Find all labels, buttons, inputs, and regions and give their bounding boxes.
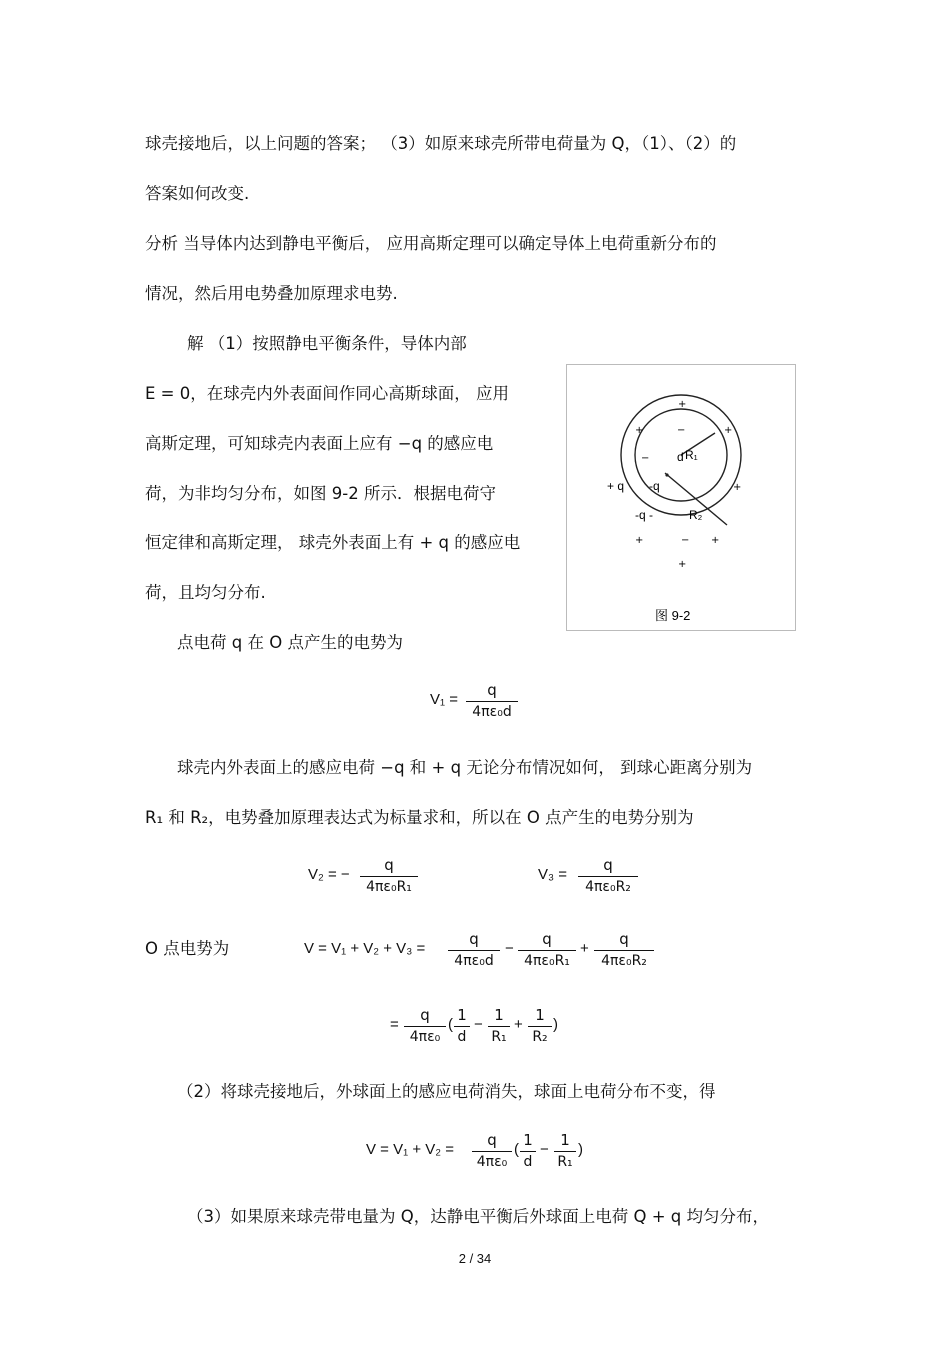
numerator: q <box>603 856 613 874</box>
fraction-bar <box>578 876 638 877</box>
denominator: 4πε₀d <box>454 953 494 969</box>
numerator: q <box>619 930 629 948</box>
denominator: 4πε₀R₂ <box>601 953 647 969</box>
right-paren: ) <box>553 1016 558 1033</box>
label-plus-q: + q <box>607 479 625 493</box>
numerator: 1 <box>535 1006 545 1024</box>
fraction-bar <box>360 876 418 877</box>
charge-sign: + <box>635 425 644 436</box>
numerator: q <box>487 681 497 699</box>
charge-sign: + <box>635 535 644 546</box>
text-line-1: 球壳接地后，以上问题的答案； （3）如原来球壳所带电荷量为 Q，（1）、（2）的 <box>145 134 737 153</box>
page-number: 2 / 34 <box>458 1251 492 1266</box>
spherical-shell-diagram <box>567 365 795 630</box>
eq-v2-lhs: V₂ = − <box>308 866 350 883</box>
eq-simplified-term-1 <box>454 1006 470 1045</box>
eq-v2-fraction <box>360 856 418 895</box>
fraction-bar <box>518 950 576 951</box>
numerator: 1 <box>523 1131 533 1149</box>
eq-v-ground-lhs: V = V₁ + V₂ = <box>366 1141 455 1158</box>
denominator: 4πε₀R₁ <box>524 953 570 969</box>
fraction-bar <box>448 950 500 951</box>
denominator: d <box>523 1154 533 1170</box>
text-line-2: 答案如何改变. <box>145 184 250 203</box>
eq-v1-fraction <box>466 681 518 720</box>
numerator: q <box>469 930 479 948</box>
numerator: q <box>487 1131 497 1149</box>
fraction-bar <box>488 1026 510 1027</box>
charge-sign: − <box>681 535 690 546</box>
right-paren: ) <box>578 1141 583 1158</box>
eq-v-sum-lhs: V = V₁ + V₂ + V₃ = <box>304 940 426 957</box>
denominator: 4πε₀d <box>472 704 512 720</box>
figure-caption: 图 9-2 <box>655 608 691 623</box>
eq-v1-lhs: V₁ = <box>430 691 458 708</box>
text-line-6: E = 0，在球壳内外表面间作同心高斯球面， 应用 <box>145 384 509 403</box>
text-line-8: 荷，为非均匀分布，如图 9-2 所示．根据电荷守 <box>145 484 496 503</box>
numerator: q <box>542 930 552 948</box>
label-r2: R₂ <box>689 508 703 522</box>
text-line-5: 解 （1）按照静电平衡条件，导体内部 <box>187 334 467 353</box>
numerator: 1 <box>457 1006 467 1024</box>
numerator: 1 <box>560 1131 570 1149</box>
denominator: R₁ <box>557 1154 573 1170</box>
minus-sign: − <box>474 1016 483 1033</box>
fraction-bar <box>454 1026 470 1027</box>
left-paren: ( <box>448 1016 453 1033</box>
denominator: d <box>457 1029 467 1045</box>
eq-sum-term-2 <box>518 930 576 969</box>
charge-sign: − <box>641 453 650 464</box>
denominator: 4πε₀ <box>409 1029 441 1045</box>
left-paren: ( <box>514 1141 519 1158</box>
fraction-bar <box>404 1026 446 1027</box>
fraction-bar <box>528 1026 552 1027</box>
denominator: R₂ <box>532 1029 548 1045</box>
eq-simplified-term-2 <box>488 1006 510 1045</box>
denominator: R₁ <box>491 1029 507 1045</box>
fraction-bar <box>472 1151 512 1152</box>
label-minus-q: -q <box>649 479 660 493</box>
label-d: d <box>677 450 684 464</box>
label-r1: R₁ <box>685 448 698 462</box>
figure-9-2 <box>566 364 796 631</box>
text-line-10: 荷，且均匀分布. <box>145 583 266 602</box>
charge-sign: + <box>724 425 733 436</box>
denominator: 4πε₀R₁ <box>366 879 412 895</box>
text-line-4: 情况，然后用电势叠加原理求电势. <box>145 284 398 303</box>
charge-sign: + <box>678 559 687 570</box>
denominator: 4πε₀ <box>476 1154 508 1170</box>
eq-simplified-factor <box>404 1006 446 1045</box>
fraction-bar <box>520 1151 536 1152</box>
point-charge-dot <box>665 473 668 476</box>
text-line-11: 点电荷 q 在 O 点产生的电势为 <box>177 633 403 652</box>
eq-equals: = <box>390 1016 399 1033</box>
charge-sign: − <box>677 425 686 436</box>
eq-simplified-term-3 <box>528 1006 552 1045</box>
text-line-13: R₁ 和 R₂，电势叠加原理表达式为标量求和，所以在 O 点产生的电势分别为 <box>145 808 694 827</box>
plus-sign: + <box>514 1016 523 1033</box>
eq-ground-factor <box>472 1131 512 1170</box>
numerator: q <box>384 856 394 874</box>
eq-sum-term-1 <box>448 930 500 969</box>
charge-sign: + <box>678 399 687 410</box>
text-line-7: 高斯定理，可知球壳内表面上应有 −q 的感应电 <box>145 434 494 453</box>
text-line-9: 恒定律和高斯定理， 球壳外表面上有 + q 的感应电 <box>145 533 521 552</box>
plus-sign: + <box>580 940 589 957</box>
text-line-16: （3）如果原来球壳带电量为 Q，达静电平衡后外球面上电荷 Q + q 均匀分布， <box>187 1207 769 1226</box>
label-minus-q-lower: -q - <box>635 508 653 522</box>
eq-sum-term-3 <box>594 930 654 969</box>
eq-v3-lhs: V₃ = <box>538 866 568 883</box>
eq-ground-term-1 <box>520 1131 536 1170</box>
minus-sign: − <box>540 1141 549 1158</box>
text-line-12: 球壳内外表面上的感应电荷 −q 和 + q 无论分布情况如何， 到球心距离分别为 <box>177 758 753 777</box>
denominator: 4πε₀R₂ <box>585 879 631 895</box>
numerator: 1 <box>494 1006 504 1024</box>
text-line-15: （2）将球壳接地后，外球面上的感应电荷消失，球面上电荷分布不变，得 <box>177 1082 716 1101</box>
charge-sign: + <box>711 535 720 546</box>
numerator: q <box>420 1006 430 1024</box>
text-line-3: 分析 当导体内达到静电平衡后， 应用高斯定理可以确定导体上电荷重新分布的 <box>145 234 717 253</box>
minus-sign: − <box>505 940 514 957</box>
charge-sign: + <box>733 482 742 493</box>
text-line-14: O 点电势为 <box>145 939 230 958</box>
eq-ground-term-2 <box>554 1131 576 1170</box>
fraction-bar <box>466 701 518 702</box>
eq-v3-fraction <box>578 856 638 895</box>
fraction-bar <box>594 950 654 951</box>
fraction-bar <box>554 1151 576 1152</box>
